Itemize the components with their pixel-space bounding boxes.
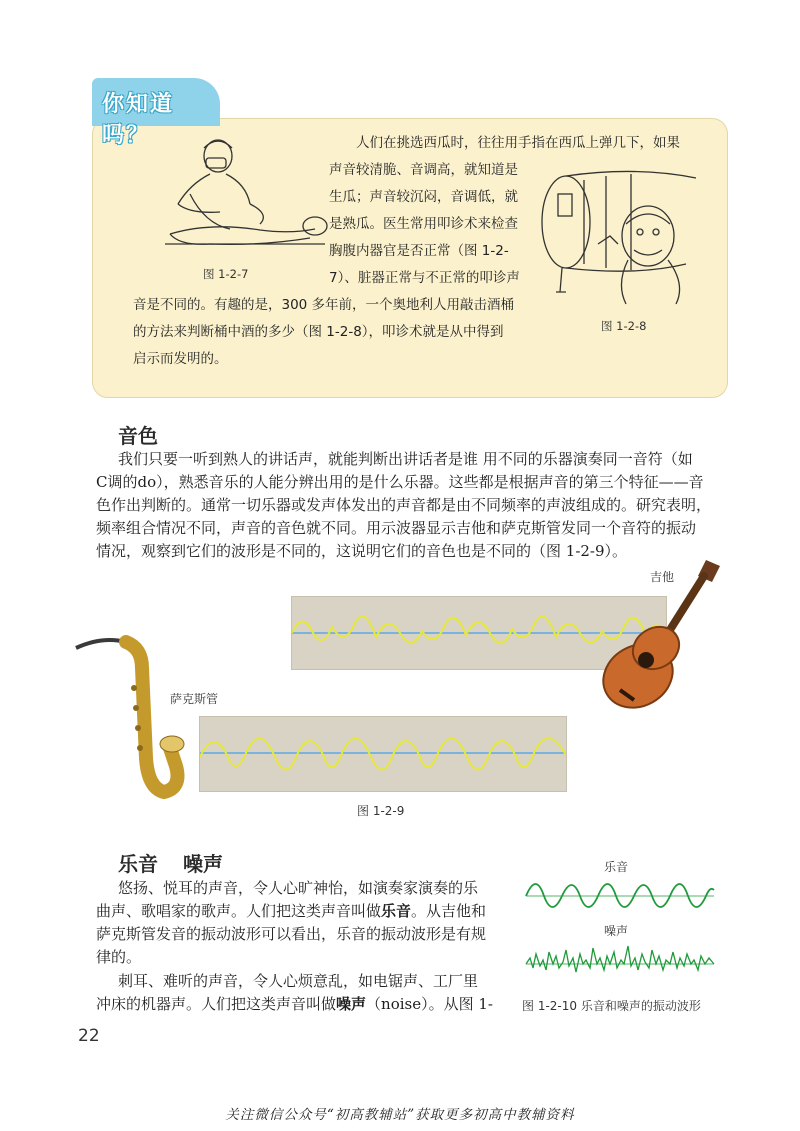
timbre-line-3: 色作出判断的。通常一切乐器或发声体发出的声音都是由不同频率的声波组成的。研究表明， (96, 496, 712, 514)
sax-waveform-screen (199, 716, 567, 792)
guitar-image (586, 556, 726, 720)
saxophone-image (72, 628, 192, 804)
dyk-line-8: 的方法来判断桶中酒的多少（图 1-2-8），叩诊术就是从中得到 (133, 324, 504, 340)
footer-note: 关注微信公众号“初高教辅站”获取更多初高中教辅资料 (225, 1107, 575, 1123)
music-line-1: 悠扬、悦耳的声音，令人心旷神怡，如演奏家演奏的乐 (118, 879, 479, 897)
did-you-know-title: 你知道吗？ (102, 92, 175, 148)
dyk-line-1: 人们在挑选西瓜时，往往用手指在西瓜上弹几下，如果 (356, 135, 680, 151)
dyk-line-2: 声音较清脆、音调高，就知道是 (329, 162, 518, 178)
did-you-know-tab (92, 78, 220, 148)
figure-caption-1-2-10: 图 1-2-10 乐音和噪声的振动波形 (522, 999, 701, 1013)
music-line-2: 曲声、歌唱家的歌声。人们把这类声音叫做乐音。从吉他和 (96, 902, 487, 920)
dyk-line-3: 生瓜；声音较沉闷，音调低，就 (329, 189, 518, 205)
figure-caption-1-2-8: 图 1-2-8 (601, 319, 647, 333)
music-noise-heading-a: 乐音 (118, 852, 158, 876)
noise-waveform (522, 934, 718, 982)
timbre-line-1: 我们只要一听到熟人的讲话声，就能判断出讲话者是谁 用不同的乐器演奏同一音符（如 (118, 450, 693, 468)
timbre-line-5: 情况，观察到它们的波形是不同的，这说明它们的音色也是不同的（图 1-2-9）。 (96, 542, 628, 560)
dyk-line-5: 胸腹内器官是否正常（图 1-2- (329, 243, 509, 259)
music-waveform (522, 870, 718, 922)
noise-wave-label: 噪声 (604, 924, 629, 938)
dyk-line-6: 7）、脏器正常与不正常的叩诊声 (329, 270, 520, 286)
guitar-label: 吉他 (650, 570, 675, 584)
dyk-line-4: 是熟瓜。医生常用叩诊术来检查 (329, 216, 518, 232)
music-line-3: 萨克斯管发音的振动波形可以看出，乐音的振动波形是有规 (96, 925, 487, 943)
sax-waveform (200, 717, 566, 791)
dyk-line-7: 音是不同的。有趣的是，300 多年前，一个奥地利人用敲击酒桶 (133, 297, 515, 313)
figure-caption-1-2-9: 图 1-2-9 (357, 804, 405, 818)
noise-line-2: 冲床的机器声。人们把这类声音叫做噪声（noise）。从图 1- (96, 995, 493, 1013)
music-wave-label: 乐音 (604, 860, 629, 874)
figure-caption-1-2-7: 图 1-2-7 (203, 267, 249, 281)
doctor-percussion-illustration (150, 134, 340, 264)
page-number: 22 (78, 1026, 100, 1046)
noise-line-1: 刺耳、难听的声音，令人心烦意乱，如电锯声、工厂里 (118, 972, 479, 990)
barrel-knocking-illustration (536, 164, 714, 314)
music-noise-heading-b: 噪声 (183, 852, 223, 876)
sax-label: 萨克斯管 (170, 692, 219, 706)
timbre-heading: 音色 (118, 424, 158, 448)
dyk-line-9: 启示而发明的。 (133, 351, 228, 367)
timbre-line-4: 频率组合情况不同，声音的音色就不同。用示波器显示吉他和萨克斯管发同一个音符的振动 (96, 519, 697, 537)
music-line-4: 律的。 (96, 948, 142, 966)
timbre-line-2: C调的do），熟悉音乐的人能分辨出用的是什么乐器。这些都是根据声音的第三个特征——音 (96, 473, 704, 491)
